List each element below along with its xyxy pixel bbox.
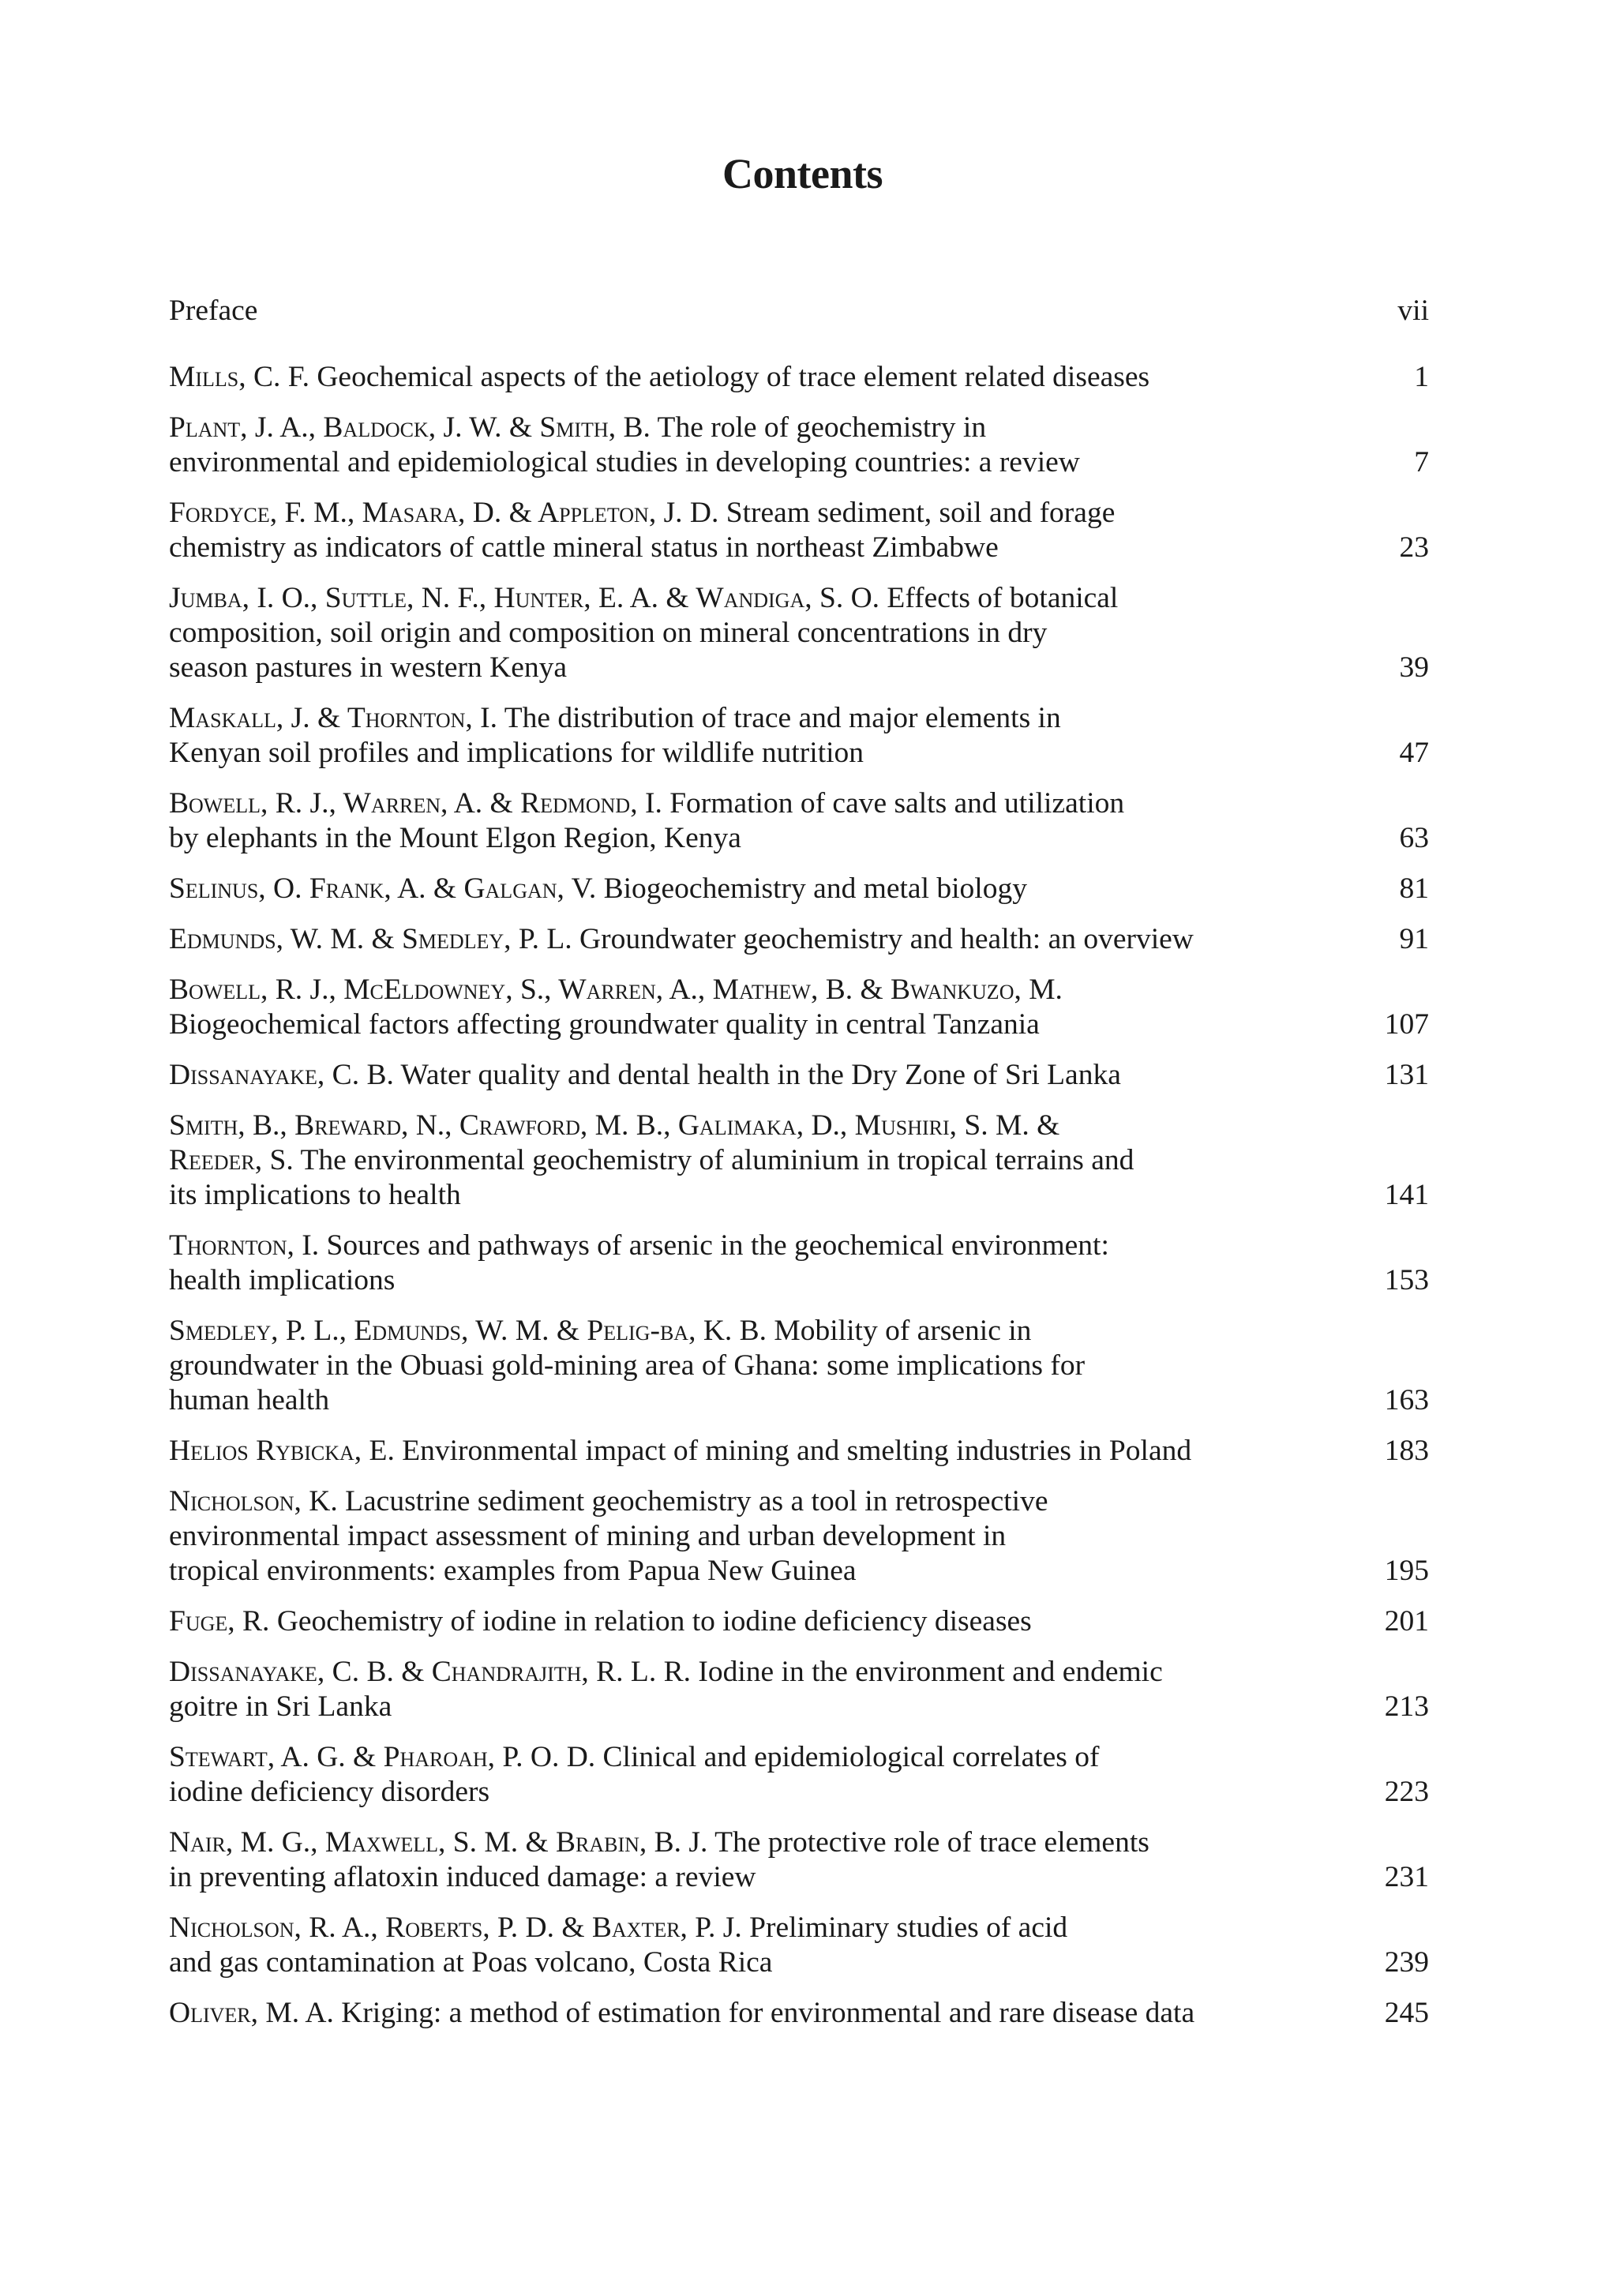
toc-entry[interactable] [169, 872, 1429, 906]
toc-page-number: 107 [1384, 1008, 1429, 1041]
toc-entry-text [169, 496, 1318, 565]
toc-entry-text [169, 360, 1318, 395]
toc-entry-text [169, 973, 1318, 1042]
toc-entry-line: environmental impact assessment of mining and urban development in [169, 1520, 1007, 1552]
toc-page-number: 131 [1384, 1059, 1429, 1091]
toc-entry-line: environmental and epidemiological studies in developing countries: a review [169, 446, 1080, 478]
toc-authors: Fuge, R. [169, 1605, 270, 1638]
toc-authors: Nair, M. G., Maxwell, S. M. & Brabin, B. J. [169, 1826, 708, 1859]
toc-entry-text [169, 1434, 1318, 1469]
toc-entry-line: Biogeochemical factors affecting groundwater quality in central Tanzania [169, 1008, 1040, 1041]
toc-entry[interactable] [169, 411, 1429, 480]
toc-authors: Smedley, P. L., Edmunds, W. M. & Pelig-ba, K. B. [169, 1315, 767, 1347]
toc-page-number: 213 [1384, 1690, 1429, 1723]
toc-authors: Selinus, O. Frank, A. & Galgan, V. [169, 872, 597, 905]
toc-entry-text [169, 1655, 1318, 1724]
toc-entry-line: health implications [169, 1264, 396, 1296]
toc-entry-text [169, 872, 1318, 906]
toc-entry-text [169, 922, 1318, 957]
toc-entry-text [169, 1058, 1318, 1093]
toc-page-number: 23 [1399, 531, 1429, 564]
toc-entry-text [169, 1825, 1318, 1895]
toc-entry-line: human health [169, 1384, 330, 1416]
toc-entry-line: Preface [169, 295, 258, 327]
toc-entry-text [169, 1911, 1318, 1980]
toc-entry[interactable] [169, 1058, 1429, 1093]
toc-entry-text [169, 411, 1318, 480]
toc-page-number: 201 [1384, 1605, 1429, 1638]
toc-entry-line: Kenyan soil profiles and implications for wildlife nutrition [169, 737, 864, 769]
toc-entry[interactable] [169, 1109, 1429, 1213]
toc-authors: Mills, C. F. [169, 361, 309, 393]
toc-page-number: 7 [1414, 446, 1429, 478]
toc-authors: Reeder, S. [169, 1144, 294, 1176]
toc-page-number: 163 [1384, 1384, 1429, 1416]
toc-entry-line: Fordyce, F. M., Masara, D. & Appleton, J. D. Stream sediment, soil and forage [169, 497, 1116, 529]
toc-authors: Nicholson, K. [169, 1485, 338, 1518]
toc-entry-line: Edmunds, W. M. & Smedley, P. L. Groundwater geochemistry and health: an overview [169, 923, 1194, 955]
toc-authors: Edmunds, W. M. & Smedley, P. L. [169, 923, 572, 955]
toc-page-number: 63 [1399, 822, 1429, 854]
toc-page-number: 223 [1384, 1776, 1429, 1808]
toc-entry[interactable] [169, 496, 1429, 565]
toc-entry-preface[interactable] [169, 294, 1429, 328]
toc-entry-line: iodine deficiency disorders [169, 1776, 490, 1808]
toc-entry-text [169, 1996, 1318, 2031]
toc-entry-line: Bowell, R. J., Warren, A. & Redmond, I. Formation of cave salts and utilization [169, 787, 1125, 820]
toc-entry[interactable] [169, 1655, 1429, 1724]
toc-authors: Jumba, I. O., Suttle, N. F., Hunter, E. A. & Wandiga, S. O. [169, 582, 880, 614]
toc-page-number: vii [1397, 295, 1429, 327]
toc-entry-line: Selinus, O. Frank, A. & Galgan, V. Biogeochemistry and metal biology [169, 872, 1027, 905]
toc-page-number: 153 [1384, 1264, 1429, 1296]
toc-authors: Stewart, A. G. & Pharoah, P. O. D. [169, 1741, 596, 1773]
toc-entry-line: goitre in Sri Lanka [169, 1690, 392, 1723]
toc-page-number: 47 [1399, 737, 1429, 769]
toc-authors: Bowell, R. J., McEldowney, S., Warren, A., Mathew, B. & Bwankuzo, M. [169, 974, 1063, 1006]
toc-entry-line: Mills, C. F. Geochemical aspects of the aetiology of trace element related diseases [169, 361, 1150, 393]
toc-entry[interactable] [169, 360, 1429, 395]
toc-entry-text [169, 1604, 1318, 1639]
toc-entry-line: Fuge, R. Geochemistry of iodine in relation to iodine deficiency diseases [169, 1605, 1032, 1638]
toc-entry[interactable] [169, 701, 1429, 771]
toc-entry-line: Stewart, A. G. & Pharoah, P. O. D. Clinical and epidemiological correlates of [169, 1741, 1100, 1773]
toc-authors: Helios Rybicka, E. [169, 1435, 395, 1467]
toc-page-number: 81 [1399, 872, 1429, 905]
toc-page-number: 39 [1399, 651, 1429, 684]
toc-entry-line: Reeder, S. The environmental geochemistry of aluminium in tropical terrains and [169, 1144, 1134, 1176]
toc-entry-text [169, 1484, 1318, 1589]
toc-entry-line: its implications to health [169, 1179, 461, 1211]
toc-entry-text [169, 1740, 1318, 1810]
toc-entry-line: Dissanayake, C. B. & Chandrajith, R. L. R. Iodine in the environment and endemic [169, 1656, 1163, 1688]
table-of-contents [169, 294, 1429, 2047]
toc-authors: Smith, B., Breward, N., Crawford, M. B., Galimaka, D., Mushiri, S. M. & [169, 1109, 1060, 1142]
toc-page-number: 91 [1399, 923, 1429, 955]
toc-entry-line [169, 1109, 1318, 1143]
toc-page-number: 239 [1384, 1946, 1429, 1979]
toc-entry-line: composition, soil origin and composition on mineral concentrations in dry [169, 617, 1048, 649]
toc-entry-line [169, 973, 1318, 1007]
toc-page-number: 195 [1384, 1555, 1429, 1587]
toc-authors: Bowell, R. J., Warren, A. & Redmond, I. [169, 787, 662, 820]
toc-entry[interactable] [169, 1996, 1429, 2031]
toc-entry[interactable] [169, 1314, 1429, 1418]
toc-entry-line: Plant, J. A., Baldock, J. W. & Smith, B. The role of geochemistry in [169, 411, 987, 444]
toc-entry[interactable] [169, 922, 1429, 957]
toc-entry-line: season pastures in western Kenya [169, 651, 568, 684]
toc-page-number: 245 [1384, 1997, 1429, 2029]
toc-entry-text [169, 581, 1318, 685]
toc-entry[interactable] [169, 1229, 1429, 1298]
toc-entry-line: Nicholson, R. A., Roberts, P. D. & Baxter, P. J. Preliminary studies of acid [169, 1911, 1068, 1944]
toc-entry-line: and gas contamination at Poas volcano, Costa Rica [169, 1946, 773, 1979]
toc-entry-text [169, 1314, 1318, 1418]
toc-entry-line: tropical environments: examples from Papua New Guinea [169, 1555, 857, 1587]
toc-entry-text [169, 701, 1318, 771]
toc-entry-line: Thornton, I. Sources and pathways of arsenic in the geochemical environment: [169, 1229, 1109, 1262]
toc-entry-text [169, 1109, 1318, 1213]
toc-entry-line: by elephants in the Mount Elgon Region, Kenya [169, 822, 741, 854]
toc-entry[interactable] [169, 581, 1429, 685]
page-title: Contents [722, 150, 883, 197]
toc-entry-line: Dissanayake, C. B. Water quality and dental health in the Dry Zone of Sri Lanka [169, 1059, 1121, 1091]
toc-authors: Oliver, M. A. [169, 1997, 334, 2029]
toc-entry-line: Helios Rybicka, E. Environmental impact of mining and smelting industries in Poland [169, 1435, 1192, 1467]
toc-entry[interactable] [169, 973, 1429, 1042]
toc-entry-line: Nair, M. G., Maxwell, S. M. & Brabin, B. J. The protective role of trace elements [169, 1826, 1149, 1859]
toc-authors: Thornton, I. [169, 1229, 320, 1262]
toc-entry[interactable] [169, 1434, 1429, 1469]
toc-authors: Dissanayake, C. B. & Chandrajith, R. L. R. [169, 1656, 691, 1688]
toc-page-number: 231 [1384, 1861, 1429, 1893]
toc-authors: Plant, J. A., Baldock, J. W. & Smith, B. [169, 411, 651, 444]
toc-entry-line: Nicholson, K. Lacustrine sediment geochemistry as a tool in retrospective [169, 1485, 1048, 1518]
toc-authors: Maskall, J. & Thornton, I. [169, 702, 498, 734]
toc-page-number: 1 [1414, 361, 1429, 393]
toc-entry[interactable] [169, 786, 1429, 856]
toc-authors: Dissanayake, C. B. [169, 1059, 394, 1091]
toc-authors: Fordyce, F. M., Masara, D. & Appleton, J. D. [169, 497, 719, 529]
toc-entry-line: chemistry as indicators of cattle mineral status in northeast Zimbabwe [169, 531, 999, 564]
toc-entry-line: Maskall, J. & Thornton, I. The distribution of trace and major elements in [169, 702, 1061, 734]
toc-entry[interactable] [169, 1604, 1429, 1639]
toc-entry[interactable] [169, 1911, 1429, 1980]
toc-entry-text [169, 786, 1318, 856]
toc-entry-line: in preventing aflatoxin induced damage: a review [169, 1861, 756, 1893]
toc-entry-text [169, 294, 1318, 328]
toc-entry-text [169, 1229, 1318, 1298]
toc-authors: Nicholson, R. A., Roberts, P. D. & Baxter, P. J. [169, 1911, 742, 1944]
toc-entry-line: Smedley, P. L., Edmunds, W. M. & Pelig-ba, K. B. Mobility of arsenic in [169, 1315, 1032, 1347]
toc-entry-line: groundwater in the Obuasi gold-mining area of Ghana: some implications for [169, 1349, 1086, 1382]
toc-entry[interactable] [169, 1484, 1429, 1589]
toc-entry-line: Jumba, I. O., Suttle, N. F., Hunter, E. A. & Wandiga, S. O. Effects of botanical [169, 582, 1119, 614]
toc-entry-line: Oliver, M. A. Kriging: a method of estimation for environmental and rare disease data [169, 1997, 1195, 2029]
toc-page-number: 183 [1384, 1435, 1429, 1467]
toc-page-number: 141 [1384, 1179, 1429, 1211]
toc-entry[interactable] [169, 1825, 1429, 1895]
toc-entry[interactable] [169, 1740, 1429, 1810]
